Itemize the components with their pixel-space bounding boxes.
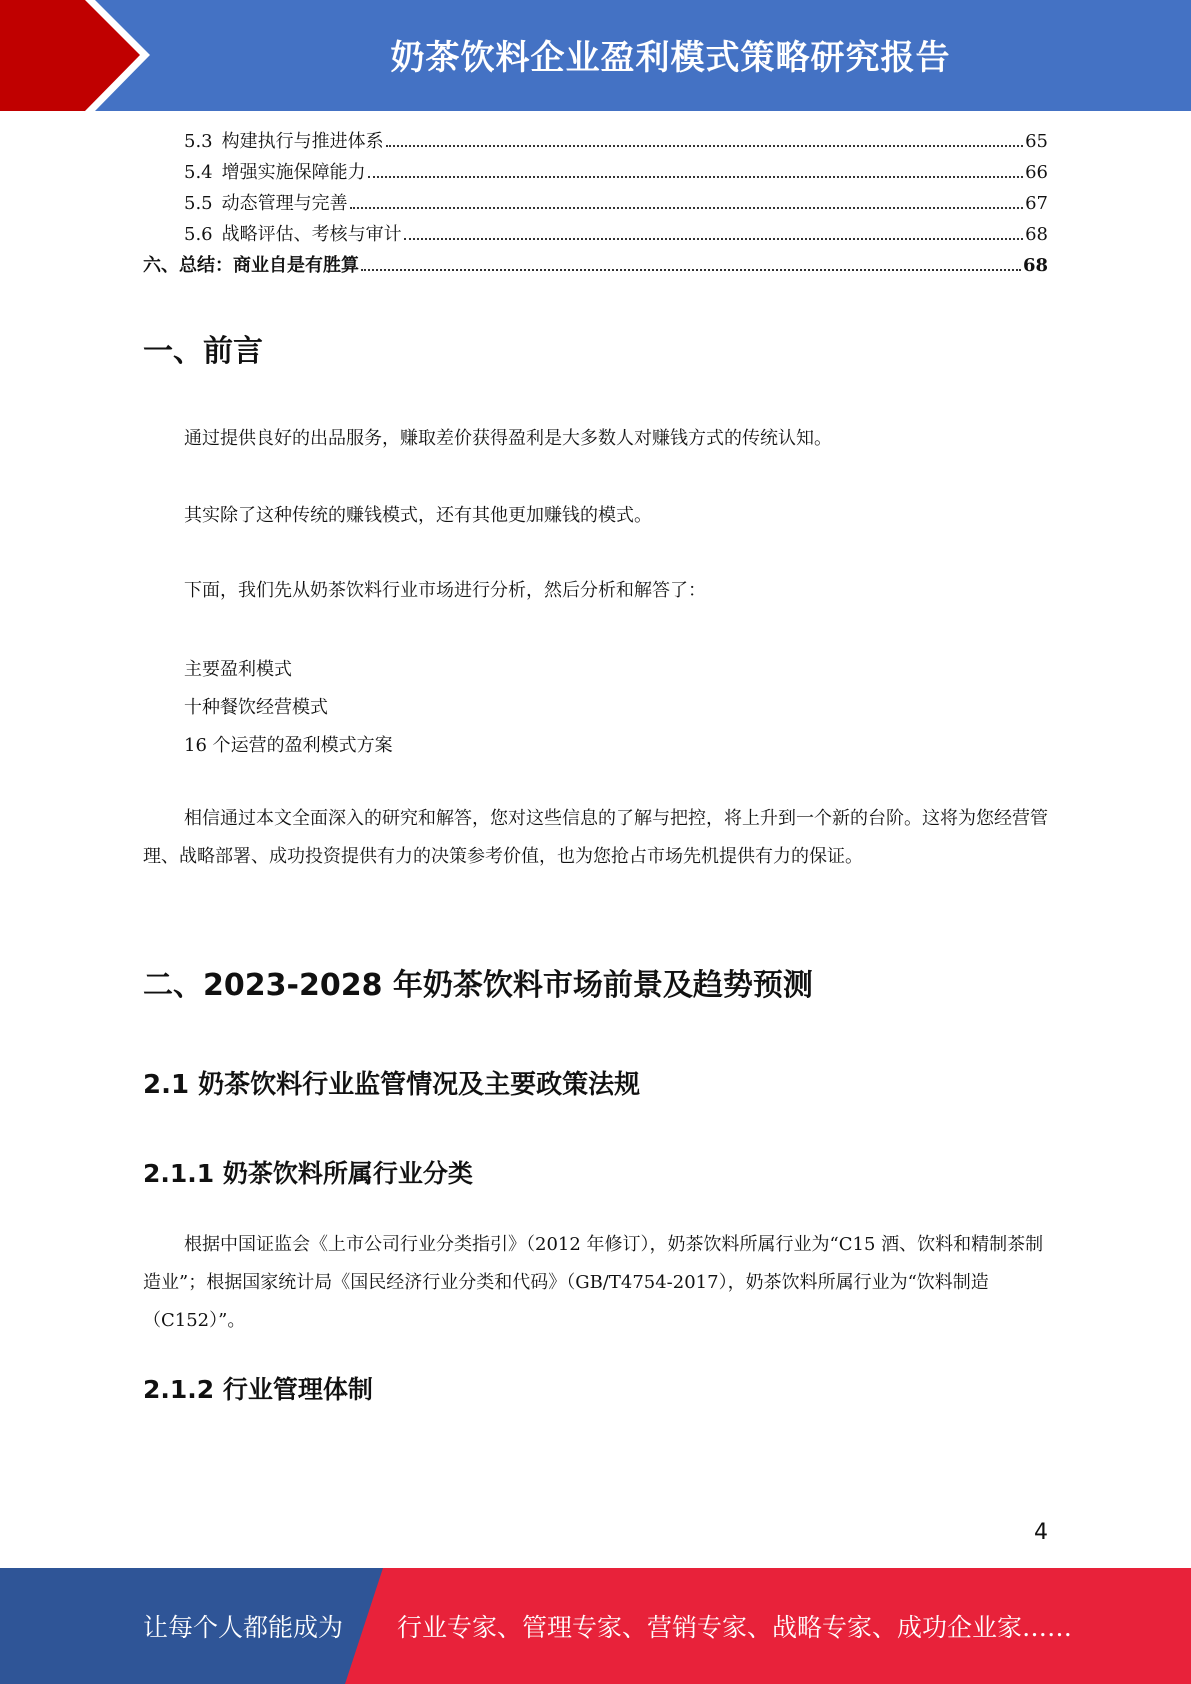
toc-item[interactable] [143, 220, 1048, 251]
subsubsection-heading: 2.1.1 奶茶饮料所属行业分类 [143, 1159, 473, 1188]
section-heading-market: 二、2023-2028 年奶茶饮料市场前景及趋势预测 [143, 968, 813, 1003]
toc-item-label: 5.6 战略评估、考核与审计 [184, 224, 402, 245]
toc-leader-dots [368, 175, 1023, 178]
paragraph: 根据中国证监会《上市公司行业分类指引》（2012 年修订），奶茶饮料所属行业为“C15 酒、饮料和精制茶制造业”；根据国家统计局《国民经济行业分类和代码》（GB/T4754-2017），奶茶饮料所属行业为“饮料制造（C152）”。 [143, 1234, 1044, 1331]
toc-item-page: 68 [1022, 255, 1048, 276]
footer-banner [0, 1568, 1191, 1684]
subsection-heading: 2.1 奶茶饮料行业监管情况及主要政策法规 [143, 1070, 641, 1100]
list-item: 16 个运营的盈利模式方案 [184, 735, 393, 756]
table-of-contents [143, 127, 1048, 282]
toc-item-label: 5.5 动态管理与完善 [184, 193, 348, 214]
toc-item[interactable] [143, 251, 1048, 282]
toc-item-label: 六、总结：商业自是有胜算 [143, 255, 359, 276]
red-chevron-icon [0, 0, 160, 111]
toc-item-page: 66 [1025, 162, 1048, 183]
list-item: 十种餐饮经营模式 [184, 697, 328, 718]
footer-slogan-right: 行业专家、管理专家、营销专家、战略专家、成功企业家…… [397, 1613, 1073, 1642]
section-heading-preface: 一、前言 [143, 334, 263, 369]
toc-item-page: 68 [1025, 224, 1048, 245]
paragraph: 相信通过本文全面深入的研究和解答，您对这些信息的了解与把控，将上升到一个新的台阶。这将为您经营管理、战略部署、成功投资提供有力的决策参考价值，也为您抢占市场先机提供有力的保证。 [143, 808, 1048, 867]
toc-leader-dots [386, 144, 1023, 147]
header-banner [0, 0, 1191, 111]
toc-item-label: 5.4 增强实施保障能力 [184, 162, 366, 183]
toc-item[interactable] [143, 127, 1048, 158]
toc-item[interactable] [143, 189, 1048, 220]
toc-item[interactable] [143, 158, 1048, 189]
footer-slogan-left: 让每个人都能成为 [143, 1613, 344, 1642]
toc-leader-dots [404, 237, 1023, 240]
page-number: 4 [1034, 1520, 1048, 1545]
paragraph: 通过提供良好的出品服务，赚取差价获得盈利是大多数人对赚钱方式的传统认知。 [184, 428, 832, 449]
toc-leader-dots [350, 206, 1023, 209]
toc-item-label: 5.3 构建执行与推进体系 [184, 131, 384, 152]
subsubsection-heading: 2.1.2 行业管理体制 [143, 1375, 373, 1404]
list-item: 主要盈利模式 [184, 659, 292, 680]
toc-leader-dots [361, 268, 1021, 271]
toc-item-page: 67 [1025, 193, 1048, 214]
toc-item-page: 65 [1025, 131, 1048, 152]
paragraph: 其实除了这种传统的赚钱模式，还有其他更加赚钱的模式。 [184, 505, 652, 526]
report-title: 奶茶饮料企业盈利模式策略研究报告 [390, 37, 951, 78]
paragraph: 下面，我们先从奶茶饮料行业市场进行分析，然后分析和解答了： [184, 580, 706, 601]
